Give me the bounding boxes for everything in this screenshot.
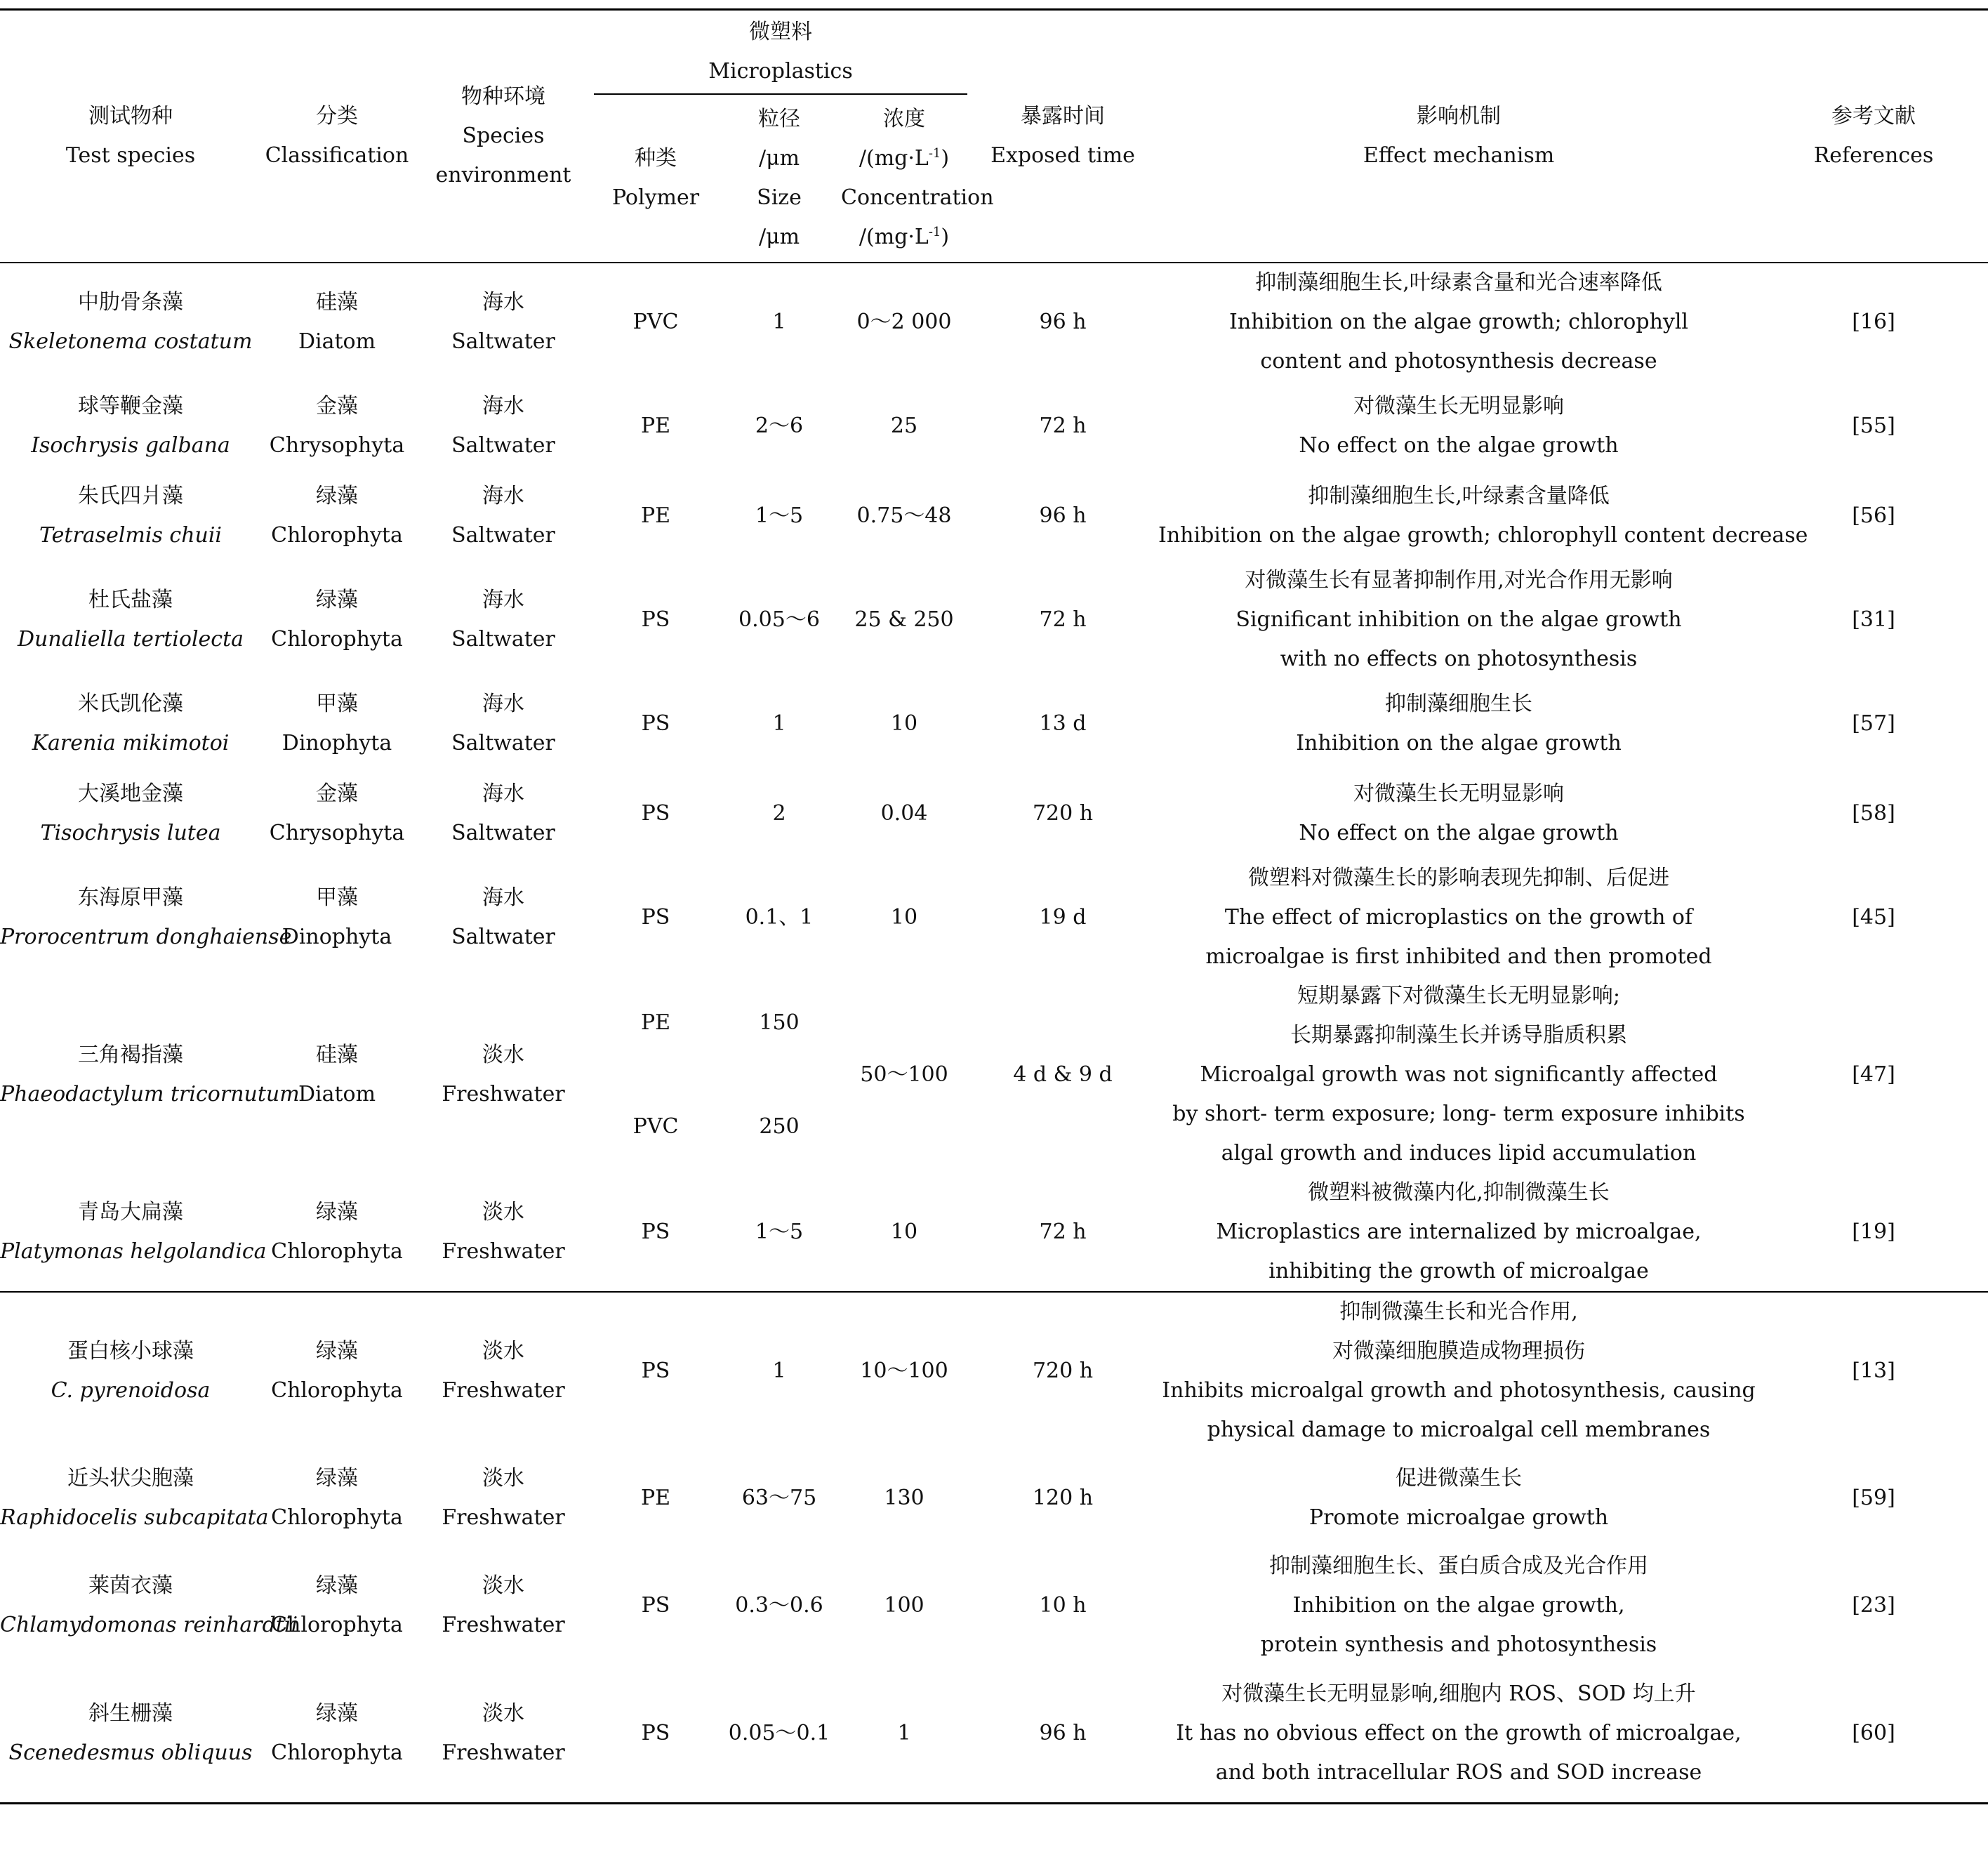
table-row bbox=[0, 859, 1988, 977]
species-cell: 蛋白核小球藻 C. pyrenoidosa bbox=[0, 1292, 261, 1450]
table-row bbox=[0, 977, 1988, 1173]
header-concentration: 浓度 $/(mg\cdot L^{-1})$ Concentration $/(mg\cdot L^{-1})$ bbox=[841, 94, 967, 263]
mechanism-cell: 微塑料被微藻内化,抑制微藻生长 Microplastics are internalized by microalgae, inhibiting the growth of microalgae bbox=[1216, 1180, 1702, 1283]
size-cell: 0.05～0.1 bbox=[717, 1665, 841, 1804]
polymer-cell: PS bbox=[641, 607, 670, 632]
concentration-cell: 25 bbox=[890, 413, 918, 438]
unit-superscript: -1 bbox=[928, 224, 941, 239]
polymer-cell: PE bbox=[640, 413, 671, 438]
polymer-cell: PS bbox=[594, 1665, 717, 1804]
concentration-cell: 0.04 bbox=[880, 800, 928, 826]
concentration-cell: 0.75～48 bbox=[856, 503, 952, 528]
table-row bbox=[0, 1450, 1988, 1547]
mechanism-cell: 抑制藻细胞生长 Inhibition on the algae growth bbox=[1296, 691, 1622, 755]
size-cell: 2 bbox=[772, 800, 786, 826]
environment-cell: 海水 Saltwater bbox=[413, 263, 594, 381]
species-cell: 青岛大扁藻 Platymonas helgolandica bbox=[0, 1199, 267, 1264]
polymer-cell: PS bbox=[641, 904, 670, 930]
size-cell: 63～75 bbox=[741, 1485, 817, 1510]
environment-cell: 海水 Saltwater bbox=[451, 587, 555, 652]
mechanism-cell: 抑制微藻生长和光合作用, 对微藻细胞膜造成物理损伤 Inhibits microalgal growth and photosynthesis, causing physical damage to microalgal cell membranes bbox=[1158, 1292, 1759, 1450]
concentration-cell: 1 bbox=[841, 1665, 967, 1804]
size-cell: 0.3～0.6 bbox=[735, 1592, 823, 1618]
table-row bbox=[0, 263, 1988, 381]
environment-cell: 海水 Saltwater bbox=[451, 781, 555, 845]
polymer-cell: PVC bbox=[594, 263, 717, 381]
concentration-cell: 100 bbox=[884, 1592, 925, 1618]
classification-cell: 绿藻 Chlorophyta bbox=[271, 1573, 403, 1637]
unit-superscript: -1 bbox=[928, 145, 941, 161]
exposed-time-cell: 19 d bbox=[1039, 904, 1087, 930]
classification-cell: 硅藻 Diatom bbox=[261, 263, 413, 381]
classification-cell: 绿藻 Chlorophyta bbox=[271, 483, 403, 548]
species-cell: 东海原甲藻 Prorocentrum donghaiense bbox=[0, 885, 292, 949]
environment-cell: 淡水 Freshwater bbox=[413, 1292, 594, 1450]
size-cell: 1 bbox=[717, 263, 841, 381]
classification-cell: 绿藻 Chlorophyta bbox=[271, 587, 403, 652]
mechanism-cell: 短期暴露下对微藻生长无明显影响; 长期暴露抑制藻生长并诱导脂质积累 Microalgal growth was not significantly affected by short- term exposure; long- term exposure inhibits algal growth and induces lipid accumulation bbox=[1172, 983, 1745, 1165]
classification-cell: 绿藻 Chlorophyta bbox=[271, 1465, 403, 1530]
mechanism-cell: 抑制藻细胞生长,叶绿素含量和光合速率降低 Inhibition on the algae growth; chlorophyll content and photosynthesis decrease bbox=[1158, 263, 1759, 381]
reference-cell: [23] bbox=[1852, 1592, 1895, 1618]
concentration-cell: 10～100 bbox=[841, 1292, 967, 1450]
polymer-cell: PE bbox=[640, 1485, 671, 1510]
concentration-cell: 130 bbox=[884, 1485, 925, 1510]
species-cell: 近头状尖胞藻 Raphidocelis subcapitata bbox=[0, 1465, 269, 1530]
species-cell: 三角褐指藻 Phaeodactylum tricornutum bbox=[0, 1042, 300, 1107]
species-cell: 米氏凯伦藻 Karenia mikimotoi bbox=[32, 691, 230, 755]
reference-cell: [57] bbox=[1852, 711, 1895, 736]
reference-cell: [60] bbox=[1759, 1665, 1988, 1804]
header-references: 参考文献 References bbox=[1759, 10, 1988, 263]
environment-cell: 海水 Saltwater bbox=[451, 393, 555, 458]
classification-cell: 绿藻 Chlorophyta bbox=[261, 1292, 413, 1450]
classification-cell: 绿藻 Chlorophyta bbox=[271, 1199, 403, 1264]
mechanism-cell: 微塑料对微藻生长的影响表现先抑制、后促进 The effect of microplastics on the growth of microalgae is first inhibited and then promoted bbox=[1205, 865, 1712, 969]
polymer-cell: PS bbox=[594, 1292, 717, 1450]
environment-cell: 淡水 Freshwater bbox=[442, 1199, 565, 1264]
mechanism-cell: 对微藻生长无明显影响 No effect on the algae growth bbox=[1299, 781, 1619, 845]
species-cell: 球等鞭金藻 Isochrysis galbana bbox=[31, 393, 230, 458]
exposed-time-cell: 96 h bbox=[967, 1665, 1158, 1804]
classification-cell: 金藻 Chrysophyta bbox=[269, 781, 405, 845]
polymer-cell: PE PVC bbox=[632, 1010, 679, 1139]
exposed-time-cell: 120 h bbox=[1032, 1485, 1094, 1510]
reference-cell: [45] bbox=[1852, 904, 1895, 930]
species-cell: 中肋骨条藻 Skeletonema costatum bbox=[0, 263, 261, 381]
classification-cell: 硅藻 Diatom bbox=[298, 1042, 376, 1107]
header-species-environment: 物种环境 Species environment bbox=[413, 10, 594, 263]
size-cell: 1～5 bbox=[755, 1219, 804, 1244]
species-cell: 朱氏四爿藻 Tetraselmis chuii bbox=[39, 483, 223, 548]
reference-cell: [16] bbox=[1759, 263, 1988, 381]
header-test-species: 测试物种 Test species bbox=[0, 10, 261, 263]
mechanism-cell: 对微藻生长无明显影响,细胞内 ROS、SOD 均上升 It has no obvious effect on the growth of microalgae, and both intracellular ROS and SOD increase bbox=[1158, 1665, 1759, 1804]
exposed-time-cell: 72 h bbox=[1039, 607, 1087, 632]
classification-cell: 绿藻 Chlorophyta bbox=[261, 1665, 413, 1804]
reference-cell: [19] bbox=[1852, 1219, 1895, 1244]
header-microplastics: 微塑料 Microplastics bbox=[594, 10, 967, 94]
species-cell: 大溪地金藻 Tisochrysis lutea bbox=[40, 781, 221, 845]
reference-cell: [59] bbox=[1852, 1485, 1895, 1510]
table-body bbox=[0, 263, 1988, 1804]
polymer-cell: PS bbox=[641, 1219, 670, 1244]
concentration-cell: 10 bbox=[890, 1219, 918, 1244]
reference-cell: [47] bbox=[1852, 1062, 1895, 1087]
classification-cell: 甲藻 Dinophyta bbox=[281, 691, 392, 755]
header-size: 粒径 /μm Size /μm bbox=[717, 94, 841, 263]
header-exposed-time: 暴露时间 Exposed time bbox=[967, 10, 1158, 263]
concentration-cell: 10 bbox=[890, 711, 918, 736]
table-row bbox=[0, 1547, 1988, 1665]
header-effect-mechanism: 影响机制 Effect mechanism bbox=[1158, 10, 1759, 263]
polymer-cell: PS bbox=[641, 800, 670, 826]
species-cell: 杜氏盐藻 Dunaliella tertiolecta bbox=[17, 587, 244, 652]
exposed-time-cell: 96 h bbox=[1039, 503, 1087, 528]
reference-cell: [31] bbox=[1852, 607, 1895, 632]
environment-cell: 淡水 Freshwater bbox=[442, 1465, 565, 1530]
mechanism-cell: 对微藻生长无明显影响 No effect on the algae growth bbox=[1299, 393, 1619, 458]
concentration-cell: 25 & 250 bbox=[854, 607, 954, 632]
size-cell: 2～6 bbox=[755, 413, 804, 438]
environment-cell: 淡水 Freshwater bbox=[413, 1665, 594, 1804]
reference-cell: [13] bbox=[1759, 1292, 1988, 1450]
species-cell: 斜生栅藻 Scenedesmus obliquus bbox=[0, 1665, 261, 1804]
table-row bbox=[0, 1292, 1988, 1450]
table-row bbox=[0, 769, 1988, 859]
mechanism-cell: 对微藻生长有显著抑制作用,对光合作用无影响 Significant inhibition on the algae growth with no effects on photosynthesis bbox=[1235, 567, 1682, 671]
size-cell: 1～5 bbox=[755, 503, 804, 528]
table-row bbox=[0, 679, 1988, 769]
reference-cell: [55] bbox=[1852, 413, 1895, 438]
exposed-time-cell: 4 d & 9 d bbox=[1013, 1062, 1113, 1087]
classification-cell: 甲藻 Dinophyta bbox=[281, 885, 392, 949]
classification-cell: 金藻 Chrysophyta bbox=[269, 393, 405, 458]
environment-cell: 淡水 Freshwater bbox=[442, 1573, 565, 1637]
table-row bbox=[0, 561, 1988, 679]
exposed-time-cell: 96 h bbox=[967, 263, 1158, 381]
size-cell: 1 bbox=[772, 711, 786, 736]
exposed-time-cell: 720 h bbox=[967, 1292, 1158, 1450]
reference-cell: [56] bbox=[1852, 503, 1895, 528]
concentration-cell: 50～100 bbox=[860, 1062, 948, 1087]
size-cell: 0.1、1 bbox=[745, 904, 814, 930]
environment-cell: 海水 Saltwater bbox=[451, 483, 555, 548]
polymer-cell: PS bbox=[641, 1592, 670, 1618]
header-polymer: 种类 Polymer bbox=[594, 94, 717, 263]
environment-cell: 淡水 Freshwater bbox=[442, 1042, 565, 1107]
table-row bbox=[0, 381, 1988, 471]
table-row bbox=[0, 471, 1988, 561]
exposed-time-cell: 13 d bbox=[1039, 711, 1087, 736]
mechanism-cell: 抑制藻细胞生长、蛋白质合成及光合作用 Inhibition on the algae growth, protein synthesis and photosynthesis bbox=[1260, 1553, 1657, 1657]
microplastics-effects-table bbox=[0, 8, 1988, 1804]
exposed-time-cell: 720 h bbox=[1032, 800, 1094, 826]
table-row bbox=[0, 1665, 1988, 1804]
exposed-time-cell: 72 h bbox=[1039, 1219, 1087, 1244]
environment-cell: 海水 Saltwater bbox=[451, 691, 555, 755]
exposed-time-cell: 10 h bbox=[1039, 1592, 1087, 1618]
concentration-cell: 0～2 000 bbox=[841, 263, 967, 381]
polymer-cell: PS bbox=[641, 711, 670, 736]
exposed-time-cell: 72 h bbox=[1039, 413, 1087, 438]
mechanism-cell: 促进微藻生长 Promote microalgae growth bbox=[1308, 1465, 1609, 1530]
size-cell: 150 250 bbox=[759, 1010, 800, 1139]
header-classification: 分类 Classification bbox=[261, 10, 413, 263]
size-cell: 1 bbox=[717, 1292, 841, 1450]
reference-cell: [58] bbox=[1852, 800, 1895, 826]
environment-cell: 海水 Saltwater bbox=[451, 885, 555, 949]
concentration-cell: 10 bbox=[890, 904, 918, 930]
table-row bbox=[0, 1173, 1988, 1292]
mechanism-cell: 抑制藻细胞生长,叶绿素含量降低 Inhibition on the algae growth; chlorophyll content decrease bbox=[1158, 483, 1808, 548]
size-cell: 0.05～6 bbox=[738, 607, 820, 632]
species-cell: 莱茵衣藻 Chlamydomonas reinhardtii bbox=[0, 1573, 298, 1637]
polymer-cell: PE bbox=[640, 503, 671, 528]
